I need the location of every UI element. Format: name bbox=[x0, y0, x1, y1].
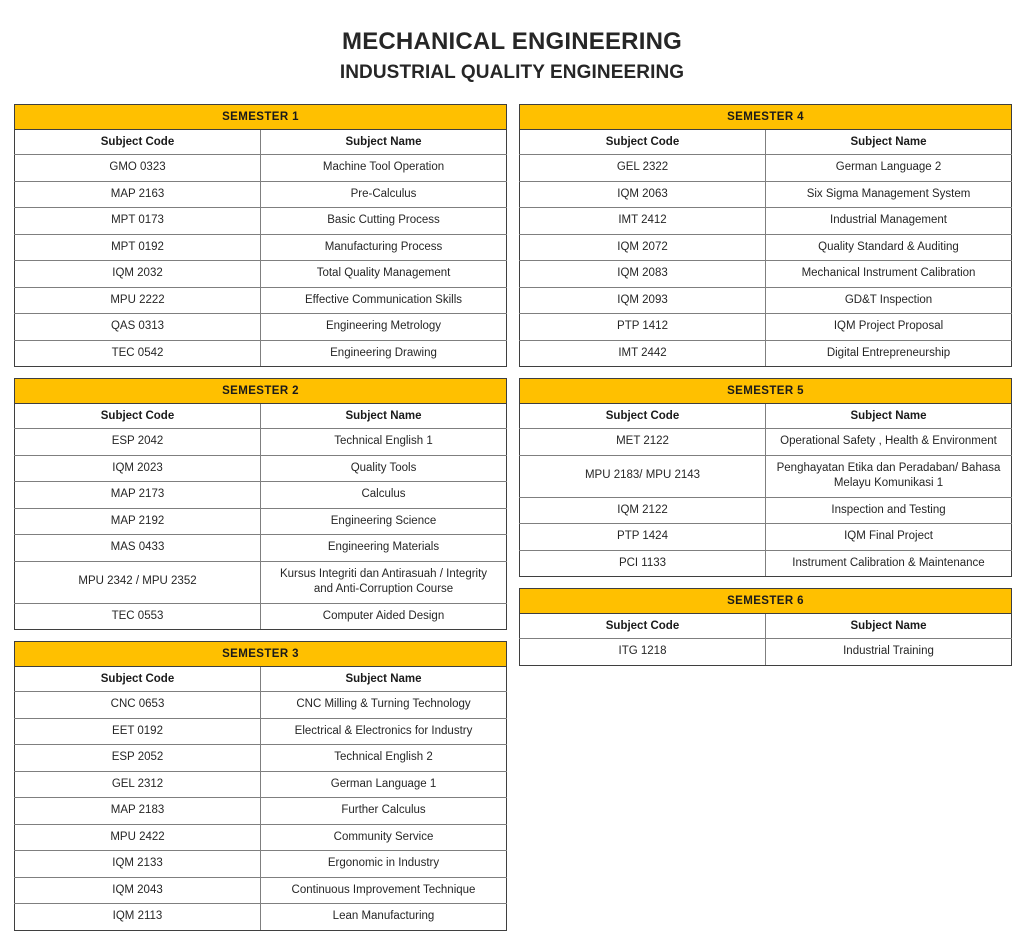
cell-subject-name: Operational Safety , Health & Environment bbox=[766, 429, 1012, 456]
table-row bbox=[15, 508, 507, 535]
cell-subject-code: ESP 2052 bbox=[15, 745, 261, 772]
page-subtitle: INDUSTRIAL QUALITY ENGINEERING bbox=[339, 62, 685, 84]
semester-table bbox=[14, 104, 507, 367]
cell-subject-name: Penghayatan Etika dan Peradaban/ Bahasa Melayu Komunikasi 1 bbox=[766, 455, 1012, 497]
cell-subject-name: GD&T Inspection bbox=[766, 287, 1012, 314]
cell-subject-code: GEL 2322 bbox=[520, 155, 766, 182]
page-title: MECHANICAL ENGINEERING bbox=[342, 28, 682, 55]
table-row bbox=[15, 692, 507, 719]
column-header-row bbox=[520, 130, 1012, 155]
title-block bbox=[0, 0, 1024, 85]
cell-subject-name: Ergonomic in Industry bbox=[261, 851, 507, 878]
cell-subject-code: MPT 0173 bbox=[15, 208, 261, 235]
cell-subject-code: ITG 1218 bbox=[520, 639, 766, 666]
table-row bbox=[15, 851, 507, 878]
cell-subject-name: Computer Aided Design bbox=[261, 603, 507, 630]
table-row bbox=[15, 234, 507, 261]
semester-table bbox=[519, 588, 1012, 666]
cell-subject-name: Continuous Improvement Technique bbox=[261, 877, 507, 904]
semester-title-row bbox=[520, 589, 1012, 614]
cell-subject-code: MAP 2192 bbox=[15, 508, 261, 535]
header-subject-name: Subject Name bbox=[766, 404, 1012, 429]
header-subject-name: Subject Name bbox=[766, 130, 1012, 155]
cell-subject-name: Basic Cutting Process bbox=[261, 208, 507, 235]
cell-subject-code: IMT 2442 bbox=[520, 340, 766, 367]
header-subject-name: Subject Name bbox=[261, 404, 507, 429]
column-header-row bbox=[15, 667, 507, 692]
semester-title: SEMESTER 3 bbox=[15, 642, 507, 667]
cell-subject-name: German Language 1 bbox=[261, 771, 507, 798]
cell-subject-name: Total Quality Management bbox=[261, 261, 507, 288]
table-row bbox=[15, 535, 507, 562]
table-row bbox=[520, 181, 1012, 208]
cell-subject-name: Electrical & Electronics for Industry bbox=[261, 718, 507, 745]
cell-subject-code: IQM 2072 bbox=[520, 234, 766, 261]
cell-subject-name: Technical English 2 bbox=[261, 745, 507, 772]
cell-subject-code: MAS 0433 bbox=[15, 535, 261, 562]
semester-title-row bbox=[15, 105, 507, 130]
cell-subject-name: Manufacturing Process bbox=[261, 234, 507, 261]
table-row bbox=[15, 181, 507, 208]
cell-subject-code: MPU 2183/ MPU 2143 bbox=[520, 455, 766, 497]
table-row bbox=[15, 745, 507, 772]
cell-subject-code: MPU 2422 bbox=[15, 824, 261, 851]
cell-subject-name: Calculus bbox=[261, 482, 507, 509]
header-subject-code: Subject Code bbox=[520, 130, 766, 155]
cell-subject-name: Kursus Integriti dan Antirasuah / Integrity and Anti-Corruption Course bbox=[261, 561, 507, 603]
header-subject-code: Subject Code bbox=[15, 667, 261, 692]
table-row bbox=[15, 287, 507, 314]
cell-subject-name: Effective Communication Skills bbox=[261, 287, 507, 314]
cell-subject-code: IQM 2083 bbox=[520, 261, 766, 288]
table-row bbox=[520, 234, 1012, 261]
semester-title-row bbox=[520, 105, 1012, 130]
semester-column bbox=[519, 104, 1011, 666]
cell-subject-name: Community Service bbox=[261, 824, 507, 851]
cell-subject-code: CNC 0653 bbox=[15, 692, 261, 719]
table-row bbox=[520, 340, 1012, 367]
cell-subject-code: MPU 2342 / MPU 2352 bbox=[15, 561, 261, 603]
cell-subject-code: IQM 2113 bbox=[15, 904, 261, 931]
table-row bbox=[15, 429, 507, 456]
semester-table bbox=[519, 104, 1012, 367]
table-row bbox=[15, 798, 507, 825]
cell-subject-code: IMT 2412 bbox=[520, 208, 766, 235]
table-row bbox=[520, 429, 1012, 456]
cell-subject-name: Instrument Calibration & Maintenance bbox=[766, 550, 1012, 577]
table-row bbox=[15, 482, 507, 509]
header-subject-code: Subject Code bbox=[520, 404, 766, 429]
table-row bbox=[520, 550, 1012, 577]
cell-subject-name: Pre-Calculus bbox=[261, 181, 507, 208]
cell-subject-code: PCI 1133 bbox=[520, 550, 766, 577]
cell-subject-code: MAP 2183 bbox=[15, 798, 261, 825]
table-row bbox=[15, 455, 507, 482]
cell-subject-name: Lean Manufacturing bbox=[261, 904, 507, 931]
cell-subject-code: EET 0192 bbox=[15, 718, 261, 745]
semester-title-row bbox=[15, 379, 507, 404]
cell-subject-code: PTP 1412 bbox=[520, 314, 766, 341]
table-row bbox=[520, 314, 1012, 341]
semester-table bbox=[14, 641, 507, 931]
cell-subject-name: Quality Standard & Auditing bbox=[766, 234, 1012, 261]
header-subject-code: Subject Code bbox=[15, 404, 261, 429]
table-row bbox=[15, 718, 507, 745]
header-subject-code: Subject Code bbox=[15, 130, 261, 155]
semester-column bbox=[14, 104, 506, 931]
cell-subject-name: Machine Tool Operation bbox=[261, 155, 507, 182]
column-header-row bbox=[520, 614, 1012, 639]
table-row bbox=[520, 497, 1012, 524]
semester-title: SEMESTER 2 bbox=[15, 379, 507, 404]
semester-title: SEMESTER 4 bbox=[520, 105, 1012, 130]
table-row bbox=[520, 208, 1012, 235]
cell-subject-name: Engineering Science bbox=[261, 508, 507, 535]
cell-subject-code: MAP 2163 bbox=[15, 181, 261, 208]
cell-subject-name: Engineering Drawing bbox=[261, 340, 507, 367]
table-row bbox=[15, 877, 507, 904]
cell-subject-code: MAP 2173 bbox=[15, 482, 261, 509]
semester-table bbox=[519, 378, 1012, 577]
cell-subject-code: IQM 2122 bbox=[520, 497, 766, 524]
header-subject-name: Subject Name bbox=[261, 130, 507, 155]
table-row bbox=[520, 287, 1012, 314]
cell-subject-name: Inspection and Testing bbox=[766, 497, 1012, 524]
cell-subject-name: Quality Tools bbox=[261, 455, 507, 482]
table-row bbox=[520, 639, 1012, 666]
cell-subject-code: PTP 1424 bbox=[520, 524, 766, 551]
table-row bbox=[15, 261, 507, 288]
table-row bbox=[520, 524, 1012, 551]
cell-subject-name: Further Calculus bbox=[261, 798, 507, 825]
cell-subject-code: MPT 0192 bbox=[15, 234, 261, 261]
cell-subject-code: ESP 2042 bbox=[15, 429, 261, 456]
cell-subject-name: Engineering Metrology bbox=[261, 314, 507, 341]
cell-subject-code: GEL 2312 bbox=[15, 771, 261, 798]
table-row bbox=[15, 603, 507, 630]
semester-title: SEMESTER 1 bbox=[15, 105, 507, 130]
header-subject-name: Subject Name bbox=[766, 614, 1012, 639]
cell-subject-name: German Language 2 bbox=[766, 155, 1012, 182]
table-row bbox=[520, 261, 1012, 288]
cell-subject-code: MPU 2222 bbox=[15, 287, 261, 314]
header-subject-code: Subject Code bbox=[520, 614, 766, 639]
cell-subject-code: IQM 2023 bbox=[15, 455, 261, 482]
table-row bbox=[15, 771, 507, 798]
semester-columns bbox=[14, 104, 1010, 931]
cell-subject-code: IQM 2093 bbox=[520, 287, 766, 314]
table-row bbox=[520, 155, 1012, 182]
column-header-row bbox=[520, 404, 1012, 429]
cell-subject-name: Mechanical Instrument Calibration bbox=[766, 261, 1012, 288]
cell-subject-code: IQM 2043 bbox=[15, 877, 261, 904]
cell-subject-name: Technical English 1 bbox=[261, 429, 507, 456]
table-row bbox=[15, 904, 507, 931]
table-row bbox=[520, 455, 1012, 497]
cell-subject-code: MET 2122 bbox=[520, 429, 766, 456]
cell-subject-name: Digital Entrepreneurship bbox=[766, 340, 1012, 367]
cell-subject-code: QAS 0313 bbox=[15, 314, 261, 341]
semester-title-row bbox=[15, 642, 507, 667]
table-row bbox=[15, 155, 507, 182]
cell-subject-code: IQM 2133 bbox=[15, 851, 261, 878]
header-subject-name: Subject Name bbox=[261, 667, 507, 692]
table-row bbox=[15, 208, 507, 235]
cell-subject-name: IQM Project Proposal bbox=[766, 314, 1012, 341]
column-header-row bbox=[15, 404, 507, 429]
cell-subject-name: Industrial Training bbox=[766, 639, 1012, 666]
semester-table bbox=[14, 378, 507, 630]
cell-subject-name: Industrial Management bbox=[766, 208, 1012, 235]
cell-subject-code: IQM 2063 bbox=[520, 181, 766, 208]
table-row bbox=[15, 340, 507, 367]
cell-subject-code: TEC 0553 bbox=[15, 603, 261, 630]
table-row bbox=[15, 824, 507, 851]
cell-subject-code: GMO 0323 bbox=[15, 155, 261, 182]
column-header-row bbox=[15, 130, 507, 155]
semester-title-row bbox=[520, 379, 1012, 404]
cell-subject-name: Engineering Materials bbox=[261, 535, 507, 562]
cell-subject-code: IQM 2032 bbox=[15, 261, 261, 288]
cell-subject-code: TEC 0542 bbox=[15, 340, 261, 367]
cell-subject-name: Six Sigma Management System bbox=[766, 181, 1012, 208]
table-row bbox=[15, 314, 507, 341]
table-row bbox=[15, 561, 507, 603]
cell-subject-name: IQM Final Project bbox=[766, 524, 1012, 551]
semester-title: SEMESTER 6 bbox=[520, 589, 1012, 614]
cell-subject-name: CNC Milling & Turning Technology bbox=[261, 692, 507, 719]
semester-title: SEMESTER 5 bbox=[520, 379, 1012, 404]
